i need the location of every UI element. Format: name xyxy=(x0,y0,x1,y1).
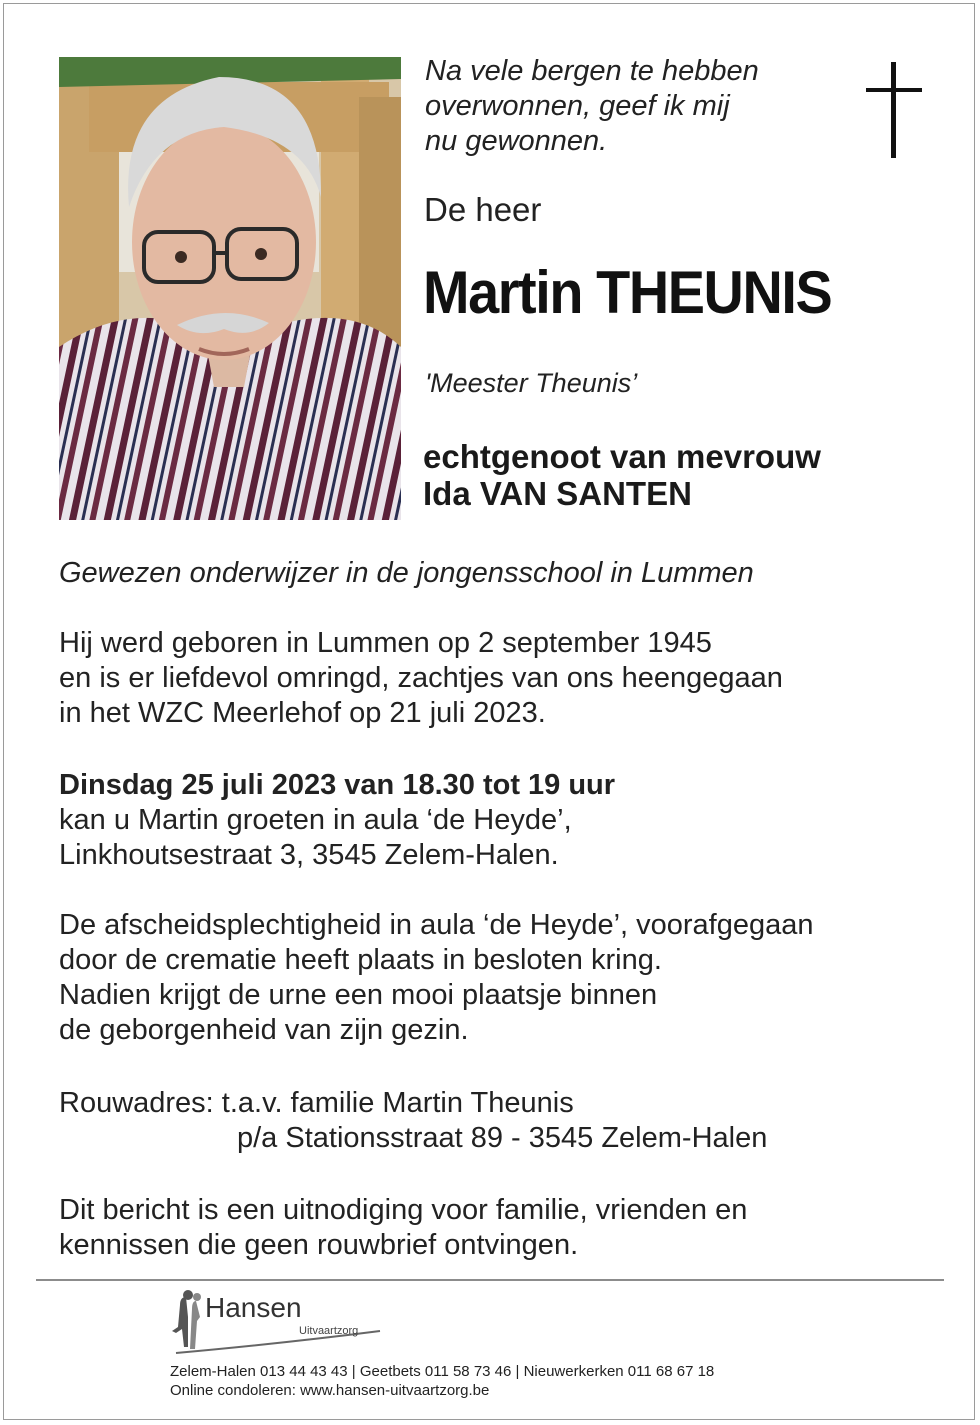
address-line: Rouwadres: t.a.v. familie Martin Theunis xyxy=(59,1087,574,1119)
visitation-paragraph xyxy=(59,768,615,873)
quote-line: overwonnen, geef ik mij xyxy=(425,90,730,122)
paragraph-line: Hij werd geboren in Lummen op 2 september 1945 xyxy=(59,627,712,659)
invitation-notice xyxy=(59,1193,747,1263)
funeral-home-name: Hansen xyxy=(205,1292,302,1323)
paragraph-line: Nadien krijgt de urne een mooi plaatsje binnen xyxy=(59,979,658,1011)
deceased-name: Martin THEUNIS xyxy=(423,259,832,326)
paragraph-line: in het WZC Meerlehof op 21 juli 2023. xyxy=(59,697,546,729)
mourning-address xyxy=(59,1086,767,1156)
divider xyxy=(36,1279,944,1281)
spouse-line: Ida VAN SANTEN xyxy=(423,475,692,512)
spouse-info xyxy=(423,438,821,512)
quote-line: nu gewonnen. xyxy=(425,125,608,157)
memorial-quote xyxy=(425,54,845,159)
paragraph-line: De afscheidsplechtigheid in aula ‘de Heyde’, voorafgegaan xyxy=(59,909,814,941)
occupation: Gewezen onderwijzer in de jongensschool in Lummen xyxy=(59,557,754,589)
funeral-home-subtitle: Uitvaartzorg xyxy=(299,1325,359,1337)
birth-death-paragraph xyxy=(59,626,783,731)
paragraph-line: de geborgenheid van zijn gezin. xyxy=(59,1014,469,1046)
online-condolence: Online condoleren: www.hansen-uitvaartzorg.be xyxy=(170,1382,490,1399)
paragraph-line: door de crematie heeft plaats in besloten kring. xyxy=(59,944,662,976)
nickname: 'Meester Theunis’ xyxy=(425,368,638,398)
spouse-line: echtgenoot van mevrouw xyxy=(423,438,821,475)
paragraph-line: kennissen die geen rouwbrief ontvingen. xyxy=(59,1229,579,1261)
funeral-home-contacts xyxy=(170,1362,714,1400)
paragraph-line: kan u Martin groeten in aula ‘de Heyde’, xyxy=(59,804,572,836)
contact-numbers: Zelem-Halen 013 44 43 43 | Geetbets 011 58 73 46 | Nieuwerkerken 011 68 67 18 xyxy=(170,1363,715,1380)
visitation-heading: Dinsdag 25 juli 2023 van 18.30 tot 19 uur xyxy=(59,769,616,801)
paragraph-line: en is er liefdevol omringd, zachtjes van ons heengegaan xyxy=(59,662,783,694)
portrait-photo xyxy=(59,57,401,520)
address-line: p/a Stationsstraat 89 - 3545 Zelem-Halen xyxy=(237,1122,768,1154)
honorific: De heer xyxy=(424,191,542,228)
cross-icon xyxy=(866,62,922,158)
ceremony-paragraph xyxy=(59,908,814,1048)
paragraph-line: Dit bericht is een uitnodiging voor familie, vrienden en xyxy=(59,1194,748,1226)
paragraph-line: Linkhoutsestraat 3, 3545 Zelem-Halen. xyxy=(59,839,559,871)
quote-line: Na vele bergen te hebben xyxy=(425,55,759,87)
